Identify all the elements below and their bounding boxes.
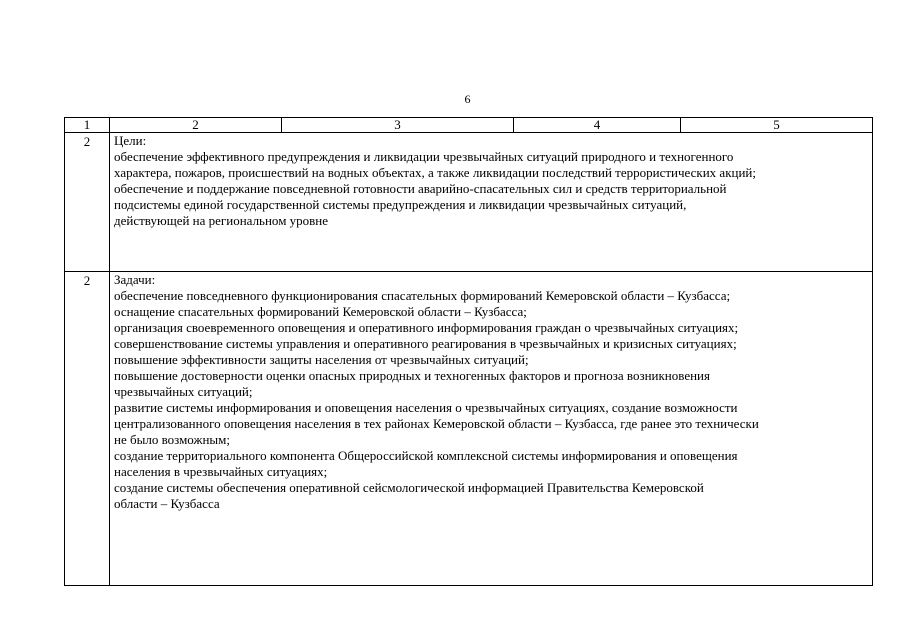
- goals-line: обеспечение эффективного предупреждения и ликвидации чрезвычайных ситуаций природного и техногенного: [114, 149, 734, 164]
- goals-line: характера, пожаров, происшествий на водных объектах, а также ликвидации последствий террористических акций;: [114, 165, 756, 180]
- tasks-line: оснащение спасательных формирований Кемеровской области – Кузбасса;: [114, 304, 527, 319]
- tasks-line: централизованного оповещения населения в тех районах Кемеровской области – Кузбасса, где ранее это технически: [114, 416, 759, 431]
- tasks-line: создание системы обеспечения оперативной сейсмологической информацией Правительства Кемеровской: [114, 480, 704, 495]
- row-number: 2: [65, 272, 110, 586]
- goals-line: действующей на региональном уровне: [114, 213, 329, 228]
- page-number: 6: [464, 92, 471, 106]
- tasks-line: создание территориального компонента Общероссийской комплексной системы информирования и оповещения: [114, 448, 738, 463]
- goals-heading: Цели:: [114, 133, 147, 148]
- tasks-line: повышение эффективности защиты населения от чрезвычайных ситуаций;: [114, 352, 529, 367]
- goals-line: обеспечение и поддержание повседневной готовности аварийно-спасательных сил и средств территориальной: [114, 181, 727, 196]
- document-table: [64, 117, 873, 586]
- goals-cell: [110, 133, 873, 272]
- header-cell-2: 2: [110, 118, 282, 133]
- tasks-cell: [110, 272, 873, 586]
- tasks-line: повышение достоверности оценки опасных природных и техногенных факторов и прогноза возникновения: [114, 368, 710, 383]
- tasks-line: чрезвычайных ситуаций;: [114, 384, 253, 399]
- tasks-line: организация своевременного оповещения и оперативного информирования граждан о чрезвычайных ситуациях;: [114, 320, 739, 335]
- table-row-goals: [65, 133, 873, 272]
- tasks-line: совершенствование системы управления и оперативного реагирования в чрезвычайных и кризисных ситуациях;: [114, 336, 737, 351]
- tasks-line: населения в чрезвычайных ситуациях;: [114, 464, 328, 479]
- table-header-row: [65, 118, 873, 133]
- header-cell-4: 4: [514, 118, 681, 133]
- goals-line: подсистемы единой государственной системы предупреждения и ликвидации чрезвычайных ситуаций,: [114, 197, 687, 212]
- tasks-line: развитие системы информирования и оповещения населения о чрезвычайных ситуациях, создание возможности: [114, 400, 738, 415]
- tasks-line: не было возможным;: [114, 432, 230, 447]
- header-cell-1: 1: [65, 118, 110, 133]
- tasks-line: области – Кузбасса: [114, 496, 220, 511]
- tasks-line: обеспечение повседневного функционирования спасательных формирований Кемеровской области – Кузбасса;: [114, 288, 731, 303]
- header-cell-5: 5: [681, 118, 873, 133]
- table-row-tasks: [65, 272, 873, 586]
- header-cell-3: 3: [282, 118, 514, 133]
- row-number: 2: [65, 133, 110, 272]
- tasks-heading: Задачи:: [114, 272, 156, 287]
